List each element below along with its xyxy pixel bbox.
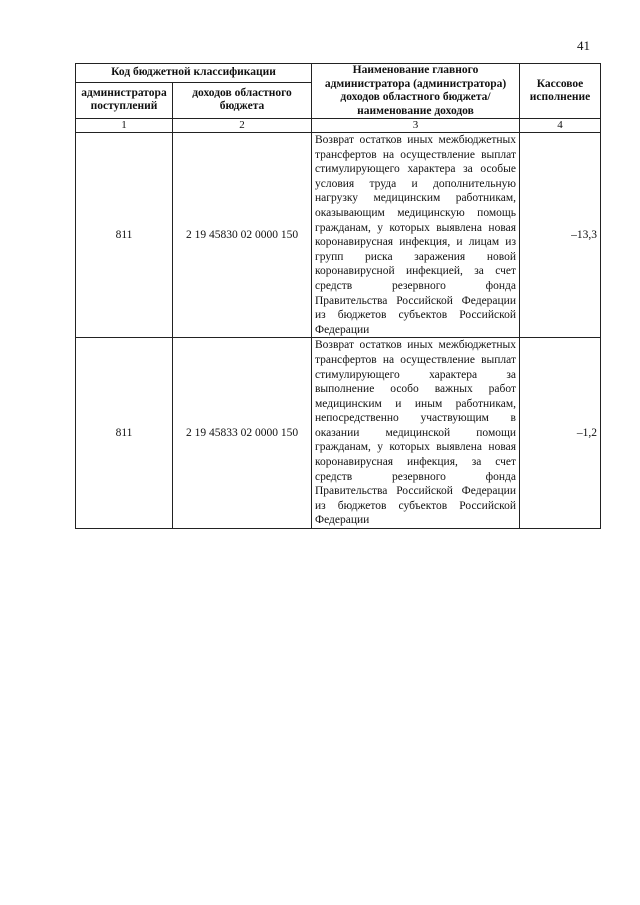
- admin-code-cell: 811: [76, 133, 173, 338]
- column-number: 4: [520, 119, 601, 133]
- header-regional-income: доходов областного бюджета: [173, 82, 312, 118]
- income-code-cell: 2 19 45833 02 0000 150: [173, 338, 312, 529]
- column-number: 2: [173, 119, 312, 133]
- page-number: 41: [577, 38, 590, 53]
- column-number: 3: [312, 119, 520, 133]
- admin-code-cell: 811: [76, 338, 173, 529]
- income-name-cell: Возврат остатков иных межбюджетных трансфертов на осуществление выплат стимулирующего характера за выполнение особо важных работ медицинским и иным работникам, непосредственно участвующим в оказании медицинской помощи гражданам, у которых выявлена новая коронавирусная инфекция, за счет средств резервного фонда Правительства Российской Федерации из бюджетов субъектов Российской Федерации: [312, 338, 520, 529]
- header-admin-income: администратора поступлений: [76, 82, 173, 118]
- income-code-cell: 2 19 45830 02 0000 150: [173, 133, 312, 338]
- header-row-top: [76, 64, 601, 83]
- table-row: [76, 133, 601, 338]
- column-number-row: [76, 119, 601, 133]
- income-name-cell: Возврат остатков иных межбюджетных трансфертов на осуществление выплат стимулирующего характера за особые условия труда и дополнительную нагрузку медицинским работникам, оказывающим медицинскую помощь гражданам, у которых выявлена новая коронавирусная инфекция, и лицам из групп риска заражения новой коронавирусной инфекцией, за счет средств резервного фонда Правительства Российской Федерации из бюджетов субъектов Российской Федерации: [312, 133, 520, 338]
- table-row: [76, 338, 601, 529]
- cash-amount-cell: –13,3: [520, 133, 601, 338]
- header-cash-execution: Кассовое исполнение: [520, 64, 601, 119]
- header-name: Наименование главного администратора (администратора) доходов областного бюджета/ наименование доходов: [312, 64, 520, 119]
- column-number: 1: [76, 119, 173, 133]
- cash-amount-cell: –1,2: [520, 338, 601, 529]
- header-budget-classification-code: Код бюджетной классификации: [76, 64, 312, 83]
- budget-table: [75, 63, 601, 529]
